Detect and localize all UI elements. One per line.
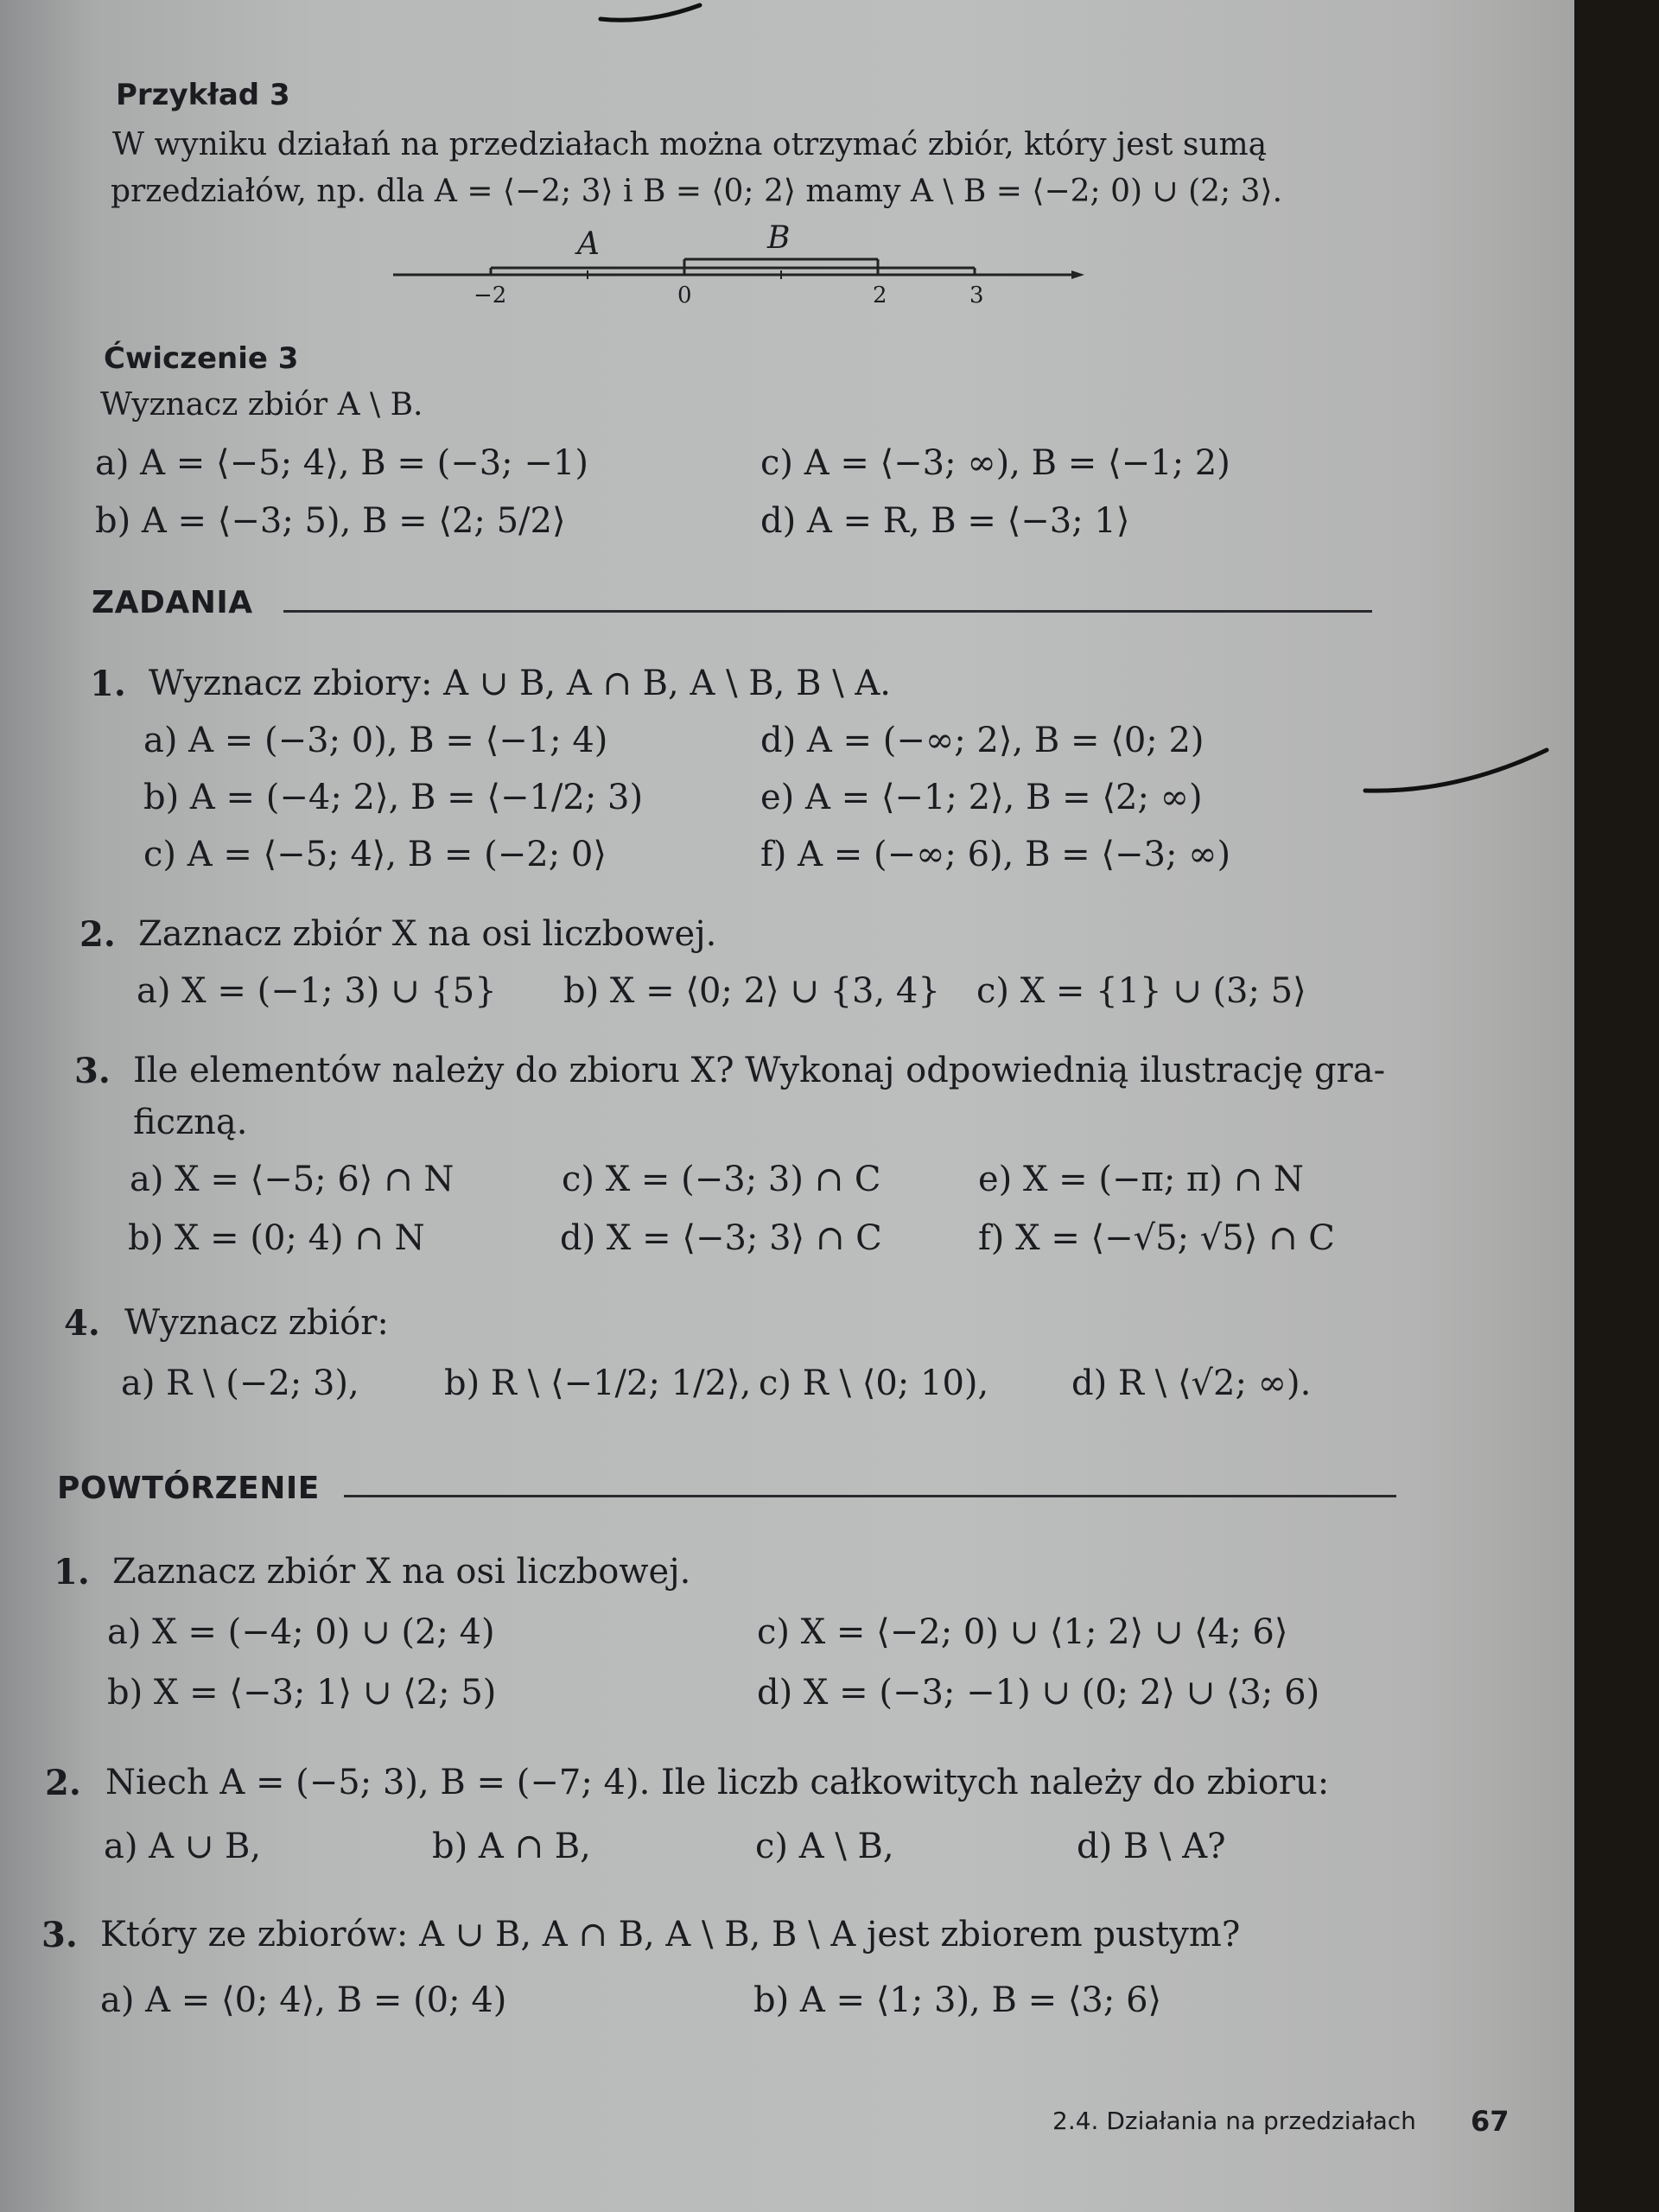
task-item: a) X = ⟨−5; 6⟩ ∩ N <box>130 1160 454 1199</box>
example-title: Przykład 3 <box>116 78 290 112</box>
task-item: e) X = (−π; π) ∩ N <box>978 1160 1304 1199</box>
task-item: b) X = (0; 4) ∩ N <box>128 1218 425 1258</box>
review-task-item: b) A ∩ B, <box>432 1827 591 1866</box>
review-task-number: 3. <box>41 1915 78 1955</box>
task-item: c) R \ ⟨0; 10), <box>759 1363 989 1403</box>
tick-label: −2 <box>474 283 507 308</box>
set-a-label: A <box>577 226 600 262</box>
task-item: c) A = ⟨−5; 4⟩, B = (−2; 0⟩ <box>143 835 607 874</box>
tick-label: 0 <box>677 283 692 308</box>
review-task-text: Który ze zbiorów: A ∪ B, A ∩ B, A \ B, B \ A jest zbiorem pustym? <box>100 1915 1241 1955</box>
review-task-item: d) B \ A? <box>1077 1827 1226 1866</box>
review-task-item: a) X = (−4; 0) ∪ (2; 4) <box>107 1612 495 1652</box>
task-text: Wyznacz zbiór: <box>124 1303 389 1343</box>
task-item: d) X = ⟨−3; 3⟩ ∩ C <box>560 1218 882 1258</box>
pen-stroke-right <box>1361 743 1551 795</box>
review-task-item: a) A ∪ B, <box>104 1827 262 1866</box>
pen-stroke-top <box>596 0 717 26</box>
task-item: b) R \ ⟨−1/2; 1/2⟩, <box>444 1363 752 1403</box>
task-item: a) A = (−3; 0), B = ⟨−1; 4) <box>143 721 608 760</box>
review-task-item: c) A \ B, <box>755 1827 894 1866</box>
task-text: Ile elementów należy do zbioru X? Wykonaj odpowiednią ilustrację gra- <box>133 1051 1386 1090</box>
task-text: Wyznacz zbiory: A ∪ B, A ∩ B, A \ B, B \ A. <box>149 664 892 703</box>
task-item: e) A = ⟨−1; 2⟩, B = ⟨2; ∞) <box>760 778 1203 817</box>
example-text-line1: W wyniku działań na przedziałach można otrzymać zbiór, który jest sumą <box>112 127 1268 162</box>
task-item: b) X = ⟨0; 2⟩ ∪ {3, 4} <box>563 971 940 1011</box>
task-item: b) A = (−4; 2⟩, B = ⟨−1/2; 3) <box>143 778 644 817</box>
review-task-text: Zaznacz zbiór X na osi liczbowej. <box>112 1552 691 1592</box>
powtorzenie-rule <box>344 1495 1396 1497</box>
exercise-item-d: d) A = R, B = ⟨−3; 1⟩ <box>760 501 1130 541</box>
review-task-item: b) X = ⟨−3; 1⟩ ∪ ⟨2; 5) <box>107 1673 497 1713</box>
task-item: d) R \ ⟨√2; ∞). <box>1071 1363 1312 1403</box>
task-number: 1. <box>90 664 126 704</box>
zadania-rule <box>283 610 1372 613</box>
exercise-prompt: Wyznacz zbiór A \ B. <box>100 387 423 423</box>
review-task-item: d) X = (−3; −1) ∪ (0; 2⟩ ∪ ⟨3; 6) <box>757 1673 1320 1713</box>
task-item: c) X = (−3; 3) ∩ C <box>562 1160 881 1199</box>
task-item: c) X = {1} ∪ (3; 5⟩ <box>976 971 1306 1011</box>
zadania-heading: ZADANIA <box>92 585 253 620</box>
task-item: f) A = (−∞; 6), B = ⟨−3; ∞) <box>760 835 1231 874</box>
review-task-number: 1. <box>54 1552 90 1592</box>
exercise-item-b: b) A = ⟨−3; 5), B = ⟨2; 5/2⟩ <box>95 501 566 541</box>
powtorzenie-heading: POWTÓRZENIE <box>57 1471 320 1506</box>
task-text: Zaznacz zbiór X na osi liczbowej. <box>138 914 717 954</box>
task-number: 2. <box>79 914 116 955</box>
footer-section-title: 2.4. Działania na przedziałach <box>1052 2107 1416 2135</box>
review-task-item: a) A = ⟨0; 4⟩, B = (0; 4) <box>100 1980 507 2020</box>
task-number: 3. <box>74 1051 111 1091</box>
exercise-item-c: c) A = ⟨−3; ∞), B = ⟨−1; 2) <box>760 443 1230 483</box>
tick-label: 2 <box>873 283 887 308</box>
exercise-item-a: a) A = ⟨−5; 4⟩, B = (−3; −1) <box>95 443 588 483</box>
set-b-label: B <box>767 220 791 256</box>
task-item: a) X = (−1; 3) ∪ {5} <box>137 971 497 1011</box>
task-item: a) R \ (−2; 3), <box>121 1363 359 1403</box>
task-item: f) X = ⟨−√5; √5⟩ ∩ C <box>978 1218 1335 1258</box>
page-number: 67 <box>1471 2105 1510 2138</box>
review-task-number: 2. <box>45 1763 81 1803</box>
review-task-item: c) X = ⟨−2; 0) ∪ ⟨1; 2⟩ ∪ ⟨4; 6⟩ <box>757 1612 1288 1652</box>
task-text-continuation: ficzną. <box>133 1103 248 1142</box>
example-text-line2: przedziałów, np. dla A = ⟨−2; 3⟩ i B = ⟨0; 2⟩ mamy A \ B = ⟨−2; 0) ∪ (2; 3⟩. <box>111 174 1283 209</box>
exercise-title: Ćwiczenie 3 <box>104 341 299 376</box>
review-task-text: Niech A = (−5; 3), B = (−7; 4). Ile liczb całkowitych należy do zbioru: <box>105 1763 1330 1802</box>
review-task-item: b) A = ⟨1; 3), B = ⟨3; 6⟩ <box>753 1980 1162 2020</box>
task-item: d) A = (−∞; 2⟩, B = ⟨0; 2) <box>760 721 1205 760</box>
task-number: 4. <box>64 1303 100 1344</box>
tick-label: 3 <box>969 283 984 308</box>
